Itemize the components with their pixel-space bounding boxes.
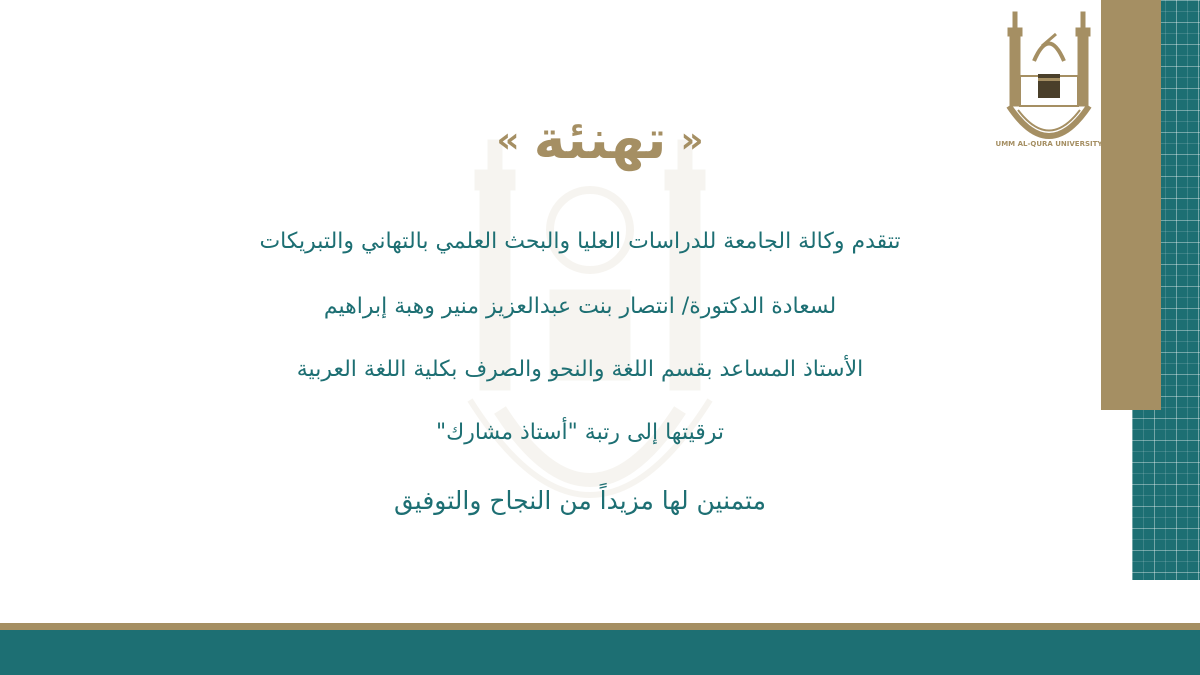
logo-text: UMM AL-QURA UNIVERSITY: [995, 140, 1103, 148]
bottom-gold-band: [0, 623, 1200, 630]
umm-al-qura-university-logo: [995, 6, 1103, 156]
bottom-teal-band: [0, 630, 1200, 675]
message-line-1: تتقدم وكالة الجامعة للدراسات العليا والبحث العلمي بالتهاني والتبريكات: [259, 229, 901, 254]
closing-line: متمنين لها مزيداً من النجاح والتوفيق: [393, 486, 767, 515]
title-block: [380, 100, 820, 180]
title-quote-open: «: [680, 119, 704, 161]
message-line-4: ترقيتها إلى رتبة "أستاذ مشارك": [436, 420, 724, 445]
gold-vertical-bar: [1101, 0, 1161, 410]
message-line-3: الأستاذ المساعد بقسم اللغة والنحو والصرف بكلية اللغة العربية: [296, 357, 864, 382]
title-quote-close: »: [496, 119, 520, 161]
message-line-2: لسعادة الدكتورة/ انتصار بنت عبدالعزيز منير وهبة إبراهيم: [323, 294, 837, 319]
page-title: تهنئة: [533, 108, 667, 171]
